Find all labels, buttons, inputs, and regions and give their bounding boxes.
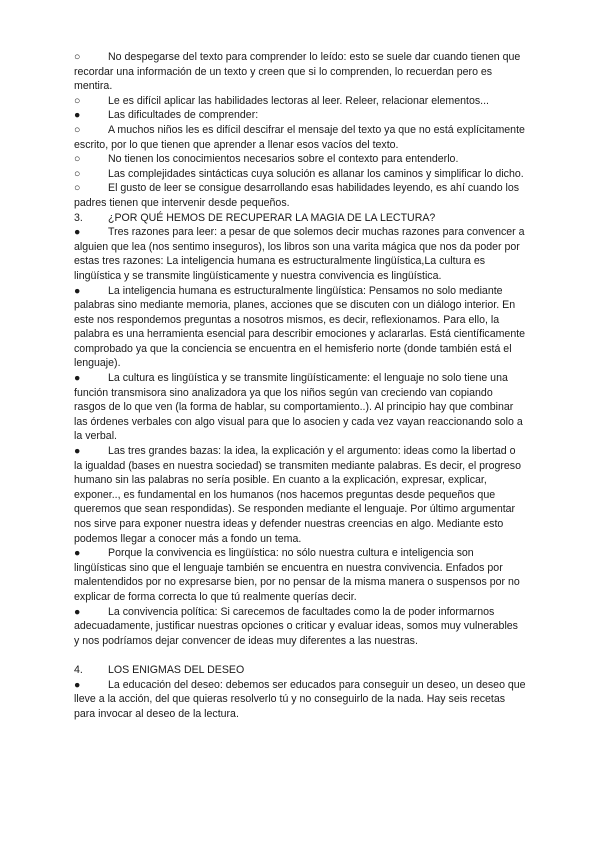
- paragraph-text: La educación del deseo: debemos ser educados para conseguir un deseo, un deseo que lleve a la acción, del que quieras resolverlo tú y no conseguirlo de la nada. Hay seis recetas para invocar al deseo de la lectura.: [74, 678, 526, 720]
- disc-bullet: ●: [74, 445, 81, 458]
- circle-bullet: ○: [74, 94, 81, 107]
- paragraph-text: Porque la convivencia es lingüística: no sólo nuestra cultura e inteligencia son lingüísticas sino que el lenguaje también se encuentra en nuestra convivencia. Enfados por malentendidos por no expresarse bien, por no pensar de la misma manera o suspensos por no explicar de forma correcta lo que tú realmente querías decir.: [74, 547, 520, 603]
- section-title: LOS ENIGMAS DEL DESEO: [108, 663, 245, 676]
- paragraph-text: Tres razones para leer: a pesar de que solemos decir muchas razones para convencer a alguien que lea (nos sentimo inseguros), los libros son una varita mágica que nos da poder por estas tres razones: La inteligencia humana es estructuralmente lingüística,La cultura es lingüística y se transmite lingüísticamente y nuestra convivencia es lingüística.: [74, 226, 525, 282]
- circle-bullet: ○: [74, 153, 81, 166]
- paragraph-text: A muchos niños les es difícil descifrar el mensaje del texto ya que no está explícitamente escrito, por lo que tienen que aprender a llenar esos vacíos del texto.: [74, 123, 525, 151]
- bullet-paragraph: [74, 371, 526, 444]
- paragraph-text: La cultura es lingüística y se transmite lingüísticamente: el lenguaje no solo tiene una función transmisora sino analizadora ya que los niños según van creciendo van copiando rasgos de lo que ven (la forma de hablar, su comportamiento..). Al principio hay que combinar las órdenes verbales con algo visual para que lo asocien y cada vez vayan reaccionando solo a la verbal.: [74, 372, 523, 443]
- circle-bullet: ○: [74, 51, 81, 63]
- circle-bullet: ○: [74, 182, 81, 195]
- sub-bullet-paragraph: [74, 152, 526, 167]
- bullet-paragraph: [74, 108, 526, 123]
- paragraph-text: La convivencia política: Si carecemos de facultades como la de poder informarnos adecuadamente, justificar nuestras opciones o criticar y evaluar ideas, somos muy vulnerables y nos podríamos dejar convencer de ideas muy diferentes a las nuestras.: [74, 605, 518, 647]
- paragraph-text: Las tres grandes bazas: la idea, la explicación y el argumento: ideas como la libertad o la igualdad (bases en nuestra sociedad) se transmiten mediante palabras. Es decir, el progreso humano sin las palabras no sería posible. En cuanto a la explicación, expresar, explicar, exponer.., es fundamental en los humanos (nos hacemos preguntas desde pequeños que queremos que sean respondidas). Se responden mediante el lenguaje. Por último argumentar nos sirve para exponer nuestra ideas y defender nuestras creencias en algo. Mediante esto podemos llegar a conocer más a fondo un tema.: [74, 445, 521, 545]
- document-page: [74, 50, 526, 721]
- disc-bullet: ●: [74, 547, 81, 560]
- bullet-paragraph: [74, 678, 526, 722]
- sub-bullet-paragraph: [74, 167, 526, 182]
- disc-bullet: ●: [74, 678, 81, 691]
- bullet-paragraph: [74, 605, 526, 649]
- sub-bullet-paragraph: [74, 181, 526, 210]
- bullet-paragraph: [74, 284, 526, 372]
- section-title: ¿POR QUÉ HEMOS DE RECUPERAR LA MAGIA DE LA LECTURA?: [108, 211, 436, 224]
- paragraph-text: La inteligencia humana es estructuralmente lingüística: Pensamos no solo mediante palabras sino mediante memoria, planes, acciones que se discuten con un diálogo interior. En este nos respondemos preguntas a nosotros mismos, es decir, reflexionamos. Para ello, la palabra es una herramienta esencial para describir emociones y aclararlas. Está científicamente comprobado ya que la conciencia se encuentra en el hemisferio norte (donde también está el lenguaje).: [74, 284, 526, 370]
- circle-bullet: ○: [74, 123, 81, 136]
- paragraph-text: Le es difícil aplicar las habilidades lectoras al leer. Releer, relacionar elementos...: [108, 94, 489, 107]
- section-number: 3.: [74, 211, 83, 224]
- paragraph-text: Las complejidades sintácticas cuya solución es allanar los caminos y simplificar lo dicho.: [108, 167, 524, 180]
- bullet-paragraph: [74, 546, 526, 604]
- blank-line: [74, 648, 526, 663]
- disc-bullet: ●: [74, 226, 81, 239]
- sub-bullet-paragraph: [74, 94, 526, 109]
- circle-bullet: ○: [74, 167, 81, 180]
- disc-bullet: ●: [74, 284, 81, 297]
- section-number: 4.: [74, 663, 83, 676]
- paragraph-text: Las dificultades de comprender:: [108, 109, 259, 122]
- paragraph-text: El gusto de leer se consigue desarrollando esas habilidades leyendo, es ahí cuando los padres tienen que intervenir desde pequeños.: [74, 182, 520, 209]
- section-heading-3: [74, 211, 526, 226]
- sub-bullet-paragraph: [74, 123, 526, 152]
- section-heading-4: [74, 663, 526, 678]
- disc-bullet: ●: [74, 372, 81, 385]
- disc-bullet: ●: [74, 605, 81, 618]
- paragraph-text: No tienen los conocimientos necesarios sobre el contexto para entenderlo.: [108, 153, 459, 166]
- bullet-paragraph: [74, 225, 526, 283]
- sub-bullet-paragraph: [74, 50, 526, 94]
- disc-bullet: ●: [74, 109, 81, 122]
- bullet-paragraph: [74, 444, 526, 546]
- paragraph-text: No despegarse del texto para comprender lo leído: esto se suele dar cuando tienen que recordar una información de un texto y creen que si lo comprenden, lo recuerdan pero es mentira.: [74, 51, 521, 93]
